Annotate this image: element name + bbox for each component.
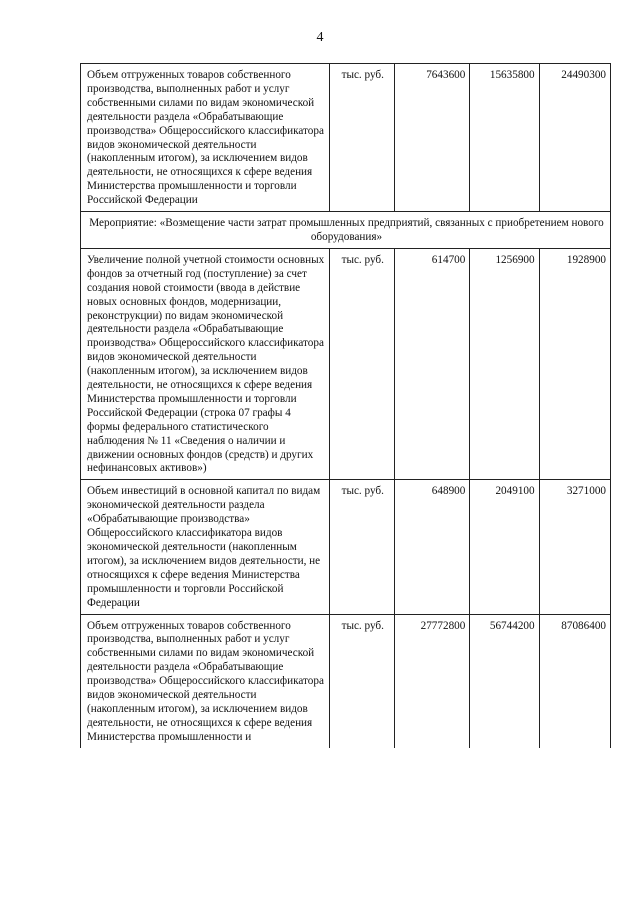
value-cell: 2049100 bbox=[470, 480, 539, 614]
value-cell: 87086400 bbox=[539, 614, 610, 748]
page-number: 4 bbox=[316, 30, 324, 45]
value-cell: 24490300 bbox=[539, 64, 610, 212]
unit-cell: тыс. руб. bbox=[329, 614, 394, 748]
value-cell: 27772800 bbox=[394, 614, 470, 748]
value-cell: 7643600 bbox=[394, 64, 470, 212]
table-row bbox=[81, 614, 611, 748]
value-cell: 1256900 bbox=[470, 248, 539, 480]
unit-cell: тыс. руб. bbox=[329, 64, 394, 212]
value-cell: 3271000 bbox=[539, 480, 610, 614]
measure-row bbox=[81, 212, 611, 249]
value-cell: 648900 bbox=[394, 480, 470, 614]
value-cell: 15635800 bbox=[470, 64, 539, 212]
indicator-description: Объем инвестиций в основной капитал по видам экономической деятельности раздела «Обрабатывающие производства» Общероссийского классификатора видов экономической деятельности (накопленным итогом), за исключением видов деятельности, не относящихся к сфере ведения Министерства промышленности и торговли Российской Федерации bbox=[81, 480, 330, 614]
unit-cell: тыс. руб. bbox=[329, 480, 394, 614]
indicator-description: Объем отгруженных товаров собственного производства, выполненных работ и услуг собственными силами по видам экономической деятельности раздела «Обрабатывающие производства» Общероссийского классификатора видов экономической деятельности (накопленным итогом), за исключением видов деятельности, не относящихся к сфере ведения Министерства промышленности и торговли Российской Федерации bbox=[81, 64, 330, 212]
value-cell: 1928900 bbox=[539, 248, 610, 480]
measure-title: Мероприятие: «Возмещение части затрат промышленных предприятий, связанных с приобретением нового оборудования» bbox=[81, 212, 611, 249]
unit-cell: тыс. руб. bbox=[329, 248, 394, 480]
value-cell: 56744200 bbox=[470, 614, 539, 748]
indicator-description: Увеличение полной учетной стоимости основных фондов за отчетный год (поступление) за счет создания новой стоимости (ввода в действие новых основных фондов, модернизации, реконструкции) по видам экономической деятельности раздела «Обрабатывающие производства» Общероссийского классификатора видов экономической деятельности (накопленным итогом), за исключением видов деятельности, не относящихся к сфере ведения Министерства промышленности и торговли Российской Федерации (строка 07 графы 4 формы федерального статистического наблюдения № 11 «Сведения о наличии и движении основных фондов (средств) и других нефинансовых активов») bbox=[81, 248, 330, 480]
value-cell: 614700 bbox=[394, 248, 470, 480]
indicator-description: Объем отгруженных товаров собственного производства, выполненных работ и услуг собственными силами по видам экономической деятельности раздела «Обрабатывающие производства» Общероссийского классификатора видов экономической деятельности (накопленным итогом), за исключением видов деятельности, не относящихся к сфере ведения Министерства промышленности и bbox=[81, 614, 330, 748]
table-row bbox=[81, 480, 611, 614]
indicators-table bbox=[80, 63, 611, 748]
table-row bbox=[81, 248, 611, 480]
table-row bbox=[81, 64, 611, 212]
